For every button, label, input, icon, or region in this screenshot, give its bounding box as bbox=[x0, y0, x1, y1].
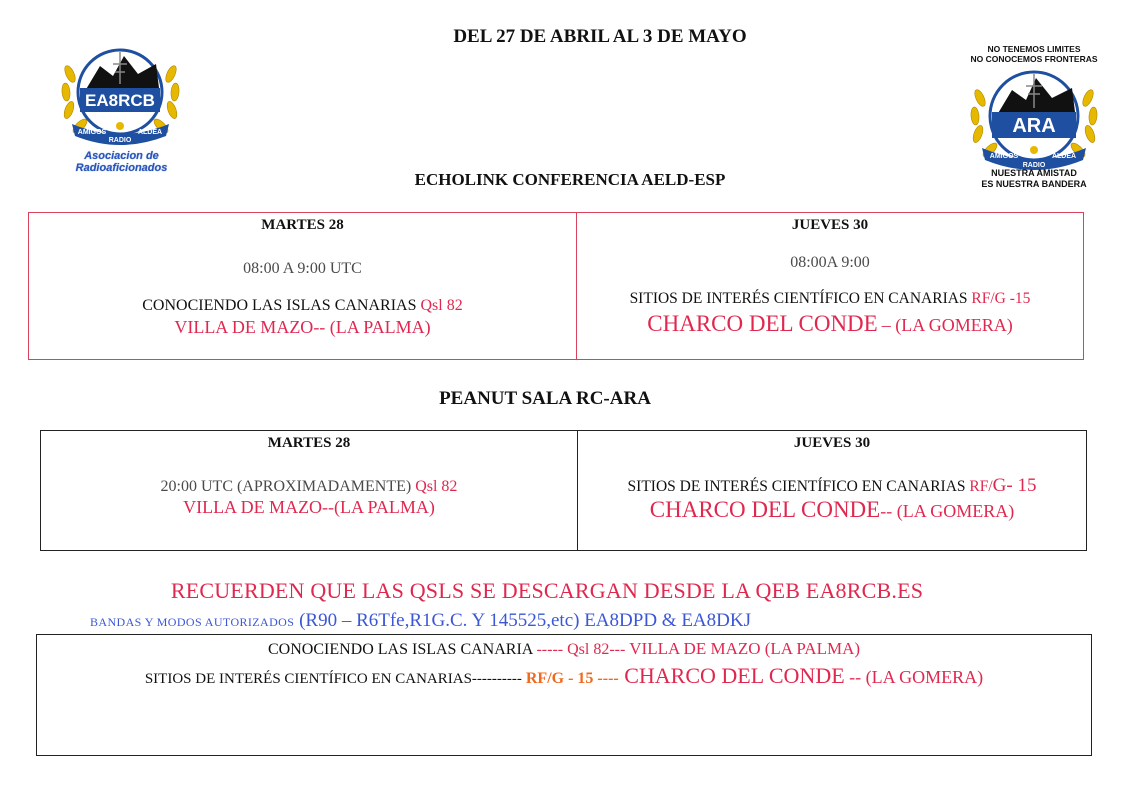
echolink-left-place: VILLA DE MAZO bbox=[174, 317, 314, 337]
ara-ribbon-mid: RADIO bbox=[1022, 162, 1046, 169]
peanut-left-time-line bbox=[41, 478, 577, 496]
echolink-schedule-table bbox=[28, 212, 1084, 360]
echolink-right-time: 08:00A 9:00 bbox=[790, 254, 870, 271]
echolink-title: ECHOLINK CONFERENCIA AELD-ESP bbox=[414, 170, 726, 189]
echolink-right-day: JUEVES 30 bbox=[791, 217, 869, 233]
ara-top-text-2: NO CONOCEMOS FRONTERAS bbox=[970, 54, 1098, 64]
ea8rcb-ribbon-left: AMIGOS bbox=[77, 129, 107, 136]
qsl-reminder: RECUERDEN QUE LAS QSLS SE DESCARGAN DESDE LA QEB EA8RCB.ES bbox=[170, 578, 924, 603]
peanut-title: PEANUT SALA RC-ARA bbox=[439, 388, 651, 409]
peanut-right-code-g: G- 15 bbox=[992, 475, 1037, 496]
summary-line2-place: CHARCO DEL CONDE bbox=[618, 663, 845, 688]
echolink-left-island: -- (LA PALMA) bbox=[313, 317, 431, 337]
summary-line-2 bbox=[37, 663, 1091, 689]
summary-line2-code: RF/G - 15 ---- bbox=[521, 670, 619, 687]
summary-line2-subject: SITIOS DE INTERÉS CIENTÍFICO EN CANARIAS bbox=[144, 671, 472, 687]
echolink-left-subject: CONOCIENDO LAS ISLAS CANARIAS bbox=[142, 297, 417, 314]
ara-bottom-text-1: NUESTRA AMISTAD bbox=[991, 168, 1077, 178]
echolink-right-subject-line bbox=[577, 290, 1083, 308]
echolink-right-island: – (LA GOMERA) bbox=[881, 315, 1013, 335]
summary-line2-dashes: ---------- bbox=[471, 671, 522, 687]
peanut-right-subject-line bbox=[578, 475, 1086, 497]
ara-logo bbox=[960, 44, 1108, 194]
summary-line1-qsl: Qsl 82--- bbox=[563, 641, 626, 658]
ara-ribbon-right: ALDEA bbox=[1051, 153, 1077, 160]
peanut-right-code-rf: RF/ bbox=[969, 478, 993, 495]
peanut-right-cell bbox=[578, 431, 1086, 550]
peanut-left-qsl: Qsl 82 bbox=[415, 478, 458, 495]
peanut-left-cell bbox=[41, 431, 577, 550]
peanut-right-day: JUEVES 30 bbox=[793, 435, 871, 451]
peanut-left-time: 20:00 UTC (APROXIMADAMENTE) bbox=[160, 478, 412, 495]
summary-box bbox=[36, 634, 1092, 756]
summary-line1-subject: CONOCIENDO LAS ISLAS CANARIA bbox=[267, 641, 533, 658]
echolink-right-subject: SITIOS DE INTERÉS CIENTÍFICO EN CANARIAS bbox=[629, 290, 968, 307]
ea8rcb-emblem bbox=[58, 44, 183, 149]
peanut-right-place-line bbox=[578, 497, 1086, 523]
ara-callsign: ARA bbox=[1012, 115, 1056, 137]
ea8rcb-ribbon-right: ALDEA bbox=[137, 129, 163, 136]
echolink-right-cell bbox=[577, 213, 1083, 359]
peanut-right-island: -- (LA GOMERA) bbox=[880, 501, 1015, 521]
echolink-left-place-line bbox=[29, 317, 576, 338]
ea8rcb-callsign: EA8RCB bbox=[85, 91, 155, 110]
peanut-left-day: MARTES 28 bbox=[267, 435, 351, 451]
ara-ribbon-left: AMIGOS bbox=[989, 153, 1019, 160]
ara-top-text-1: NO TENEMOS LIMITES bbox=[987, 44, 1081, 54]
echolink-right-code: RF/G -15 bbox=[971, 290, 1031, 307]
peanut-left-place: VILLA DE MAZO--(LA PALMA) bbox=[183, 497, 435, 517]
echolink-left-qsl: Qsl 82 bbox=[420, 297, 463, 314]
ara-emblem bbox=[960, 64, 1108, 174]
summary-line1-sep: ----- bbox=[532, 641, 564, 658]
ea8rcb-ribbon-mid: RADIO bbox=[108, 137, 132, 144]
summary-line1-place: VILLA DE MAZO (LA PALMA) bbox=[625, 639, 861, 658]
ara-bottom-text-2: ES NUESTRA BANDERA bbox=[981, 179, 1087, 189]
ea8rcb-caption: Asociacion de Radioaficionados bbox=[75, 150, 168, 174]
peanut-schedule-table bbox=[40, 430, 1087, 551]
page-title: DEL 27 DE ABRIL AL 3 DE MAYO bbox=[453, 26, 747, 47]
peanut-right-subject: SITIOS DE INTERÉS CIENTÍFICO EN CANARIAS bbox=[627, 478, 966, 495]
echolink-left-subject-line bbox=[29, 297, 576, 315]
echolink-left-time: 08:00 A 9:00 UTC bbox=[243, 260, 362, 277]
summary-line2-island: -- (LA GOMERA) bbox=[844, 667, 984, 687]
ea8rcb-logo bbox=[58, 44, 183, 174]
bandas-modes: (R90 – R6Tfe,R1G.C. Y 145525,etc) bbox=[299, 610, 580, 631]
summary-line-1 bbox=[37, 639, 1091, 659]
bandas-line bbox=[90, 610, 990, 632]
echolink-left-day: MARTES 28 bbox=[261, 217, 344, 233]
echolink-right-place-line bbox=[577, 311, 1083, 337]
echolink-left-cell bbox=[29, 213, 576, 359]
bandas-label: BANDAS Y MODOS AUTORIZADOS bbox=[90, 615, 295, 629]
bandas-operators: EA8DPD & EA8DKJ bbox=[584, 610, 751, 631]
echolink-right-place: CHARCO DEL CONDE bbox=[647, 311, 878, 336]
peanut-right-place: CHARCO DEL CONDE bbox=[649, 497, 881, 522]
